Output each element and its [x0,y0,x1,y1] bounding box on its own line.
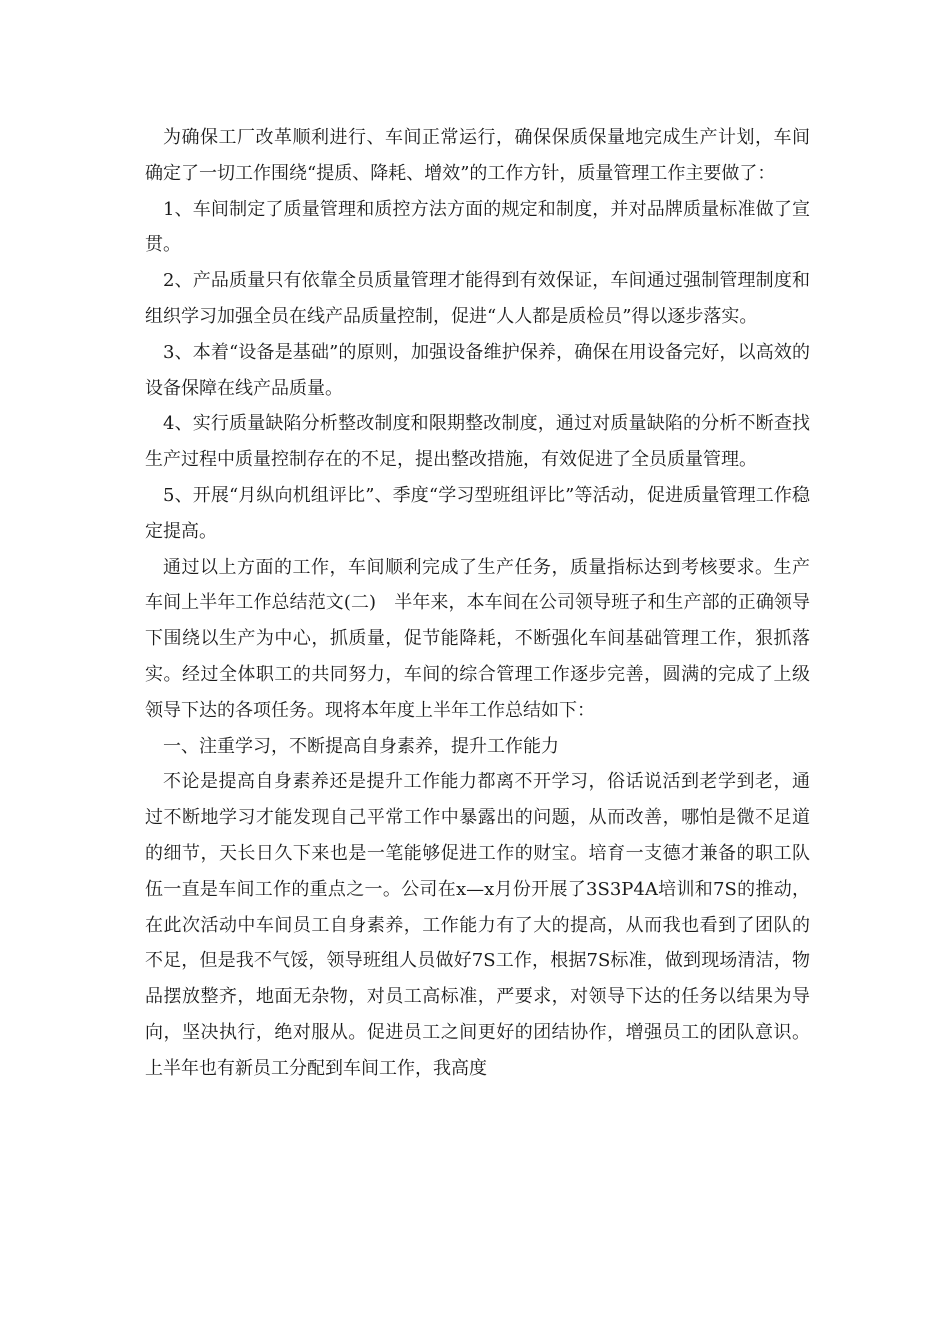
item-paragraph-4: 4、实行质量缺陷分析整改制度和限期整改制度，通过对质量缺陷的分析不断查找生产过程中质量控制存在的不足，提出整改措施，有效促进了全员质量管理。 [145,413,810,471]
item-paragraph-5: 5、开展“月纵向机组评比”、季度“学习型班组评比”等活动，促进质量管理工作稳定提高。 [145,484,810,542]
item-paragraph-3: 3、本着“设备是基础”的原则，加强设备维护保养，确保在用设备完好，以高效的设备保障在线产品质量。 [145,341,810,399]
section-heading: 一、注重学习，不断提高自身素养，提升工作能力 [163,735,559,757]
document-page [145,120,810,1087]
item-paragraph-2: 2、产品质量只有依靠全员质量管理才能得到有效保证，车间通过强制管理制度和组织学习加强全员在线产品质量控制，促进“人人都是质检员”得以逐步落实。 [145,270,810,327]
body-paragraph: 不论是提高自身素养还是提升工作能力都离不开学习，俗话说活到老学到老，通过不断地学习才能发现自己平常工作中暴露出的问题，从而改善，哪怕是微不足道的细节，天长日久下来也是一笔能够促进工作的财宝。培育一支德才兼备的职工队伍一直是车间工作的重点之一。公司在x—x月份开展了3S3P4A培训和7S的推动，在此次活动中车间员工自身素养，工作能力有了大的提高，从而我也看到了团队的不足，但是我不气馁，领导班组人员做好7S工作，根据7S标准，做到现场清洁，物品摆放整齐，地面无杂物，对员工高标准，严要求，对领导下达的任务以结果为导向，坚决执行，绝对服从。促进员工之间更好的团结协作，增强员工的团队意识。上半年也有新员工分配到车间工作，我高度 [145,771,810,1079]
intro-paragraph: 为确保工厂改革顺利进行、车间正常运行，确保保质保量地完成生产计划，车间确定了一切工作围绕“提质、降耗、增效”的工作方针，质量管理工作主要做了： [145,127,810,184]
item-paragraph-1: 1、车间制定了质量管理和质控方法方面的规定和制度，并对品牌质量标准做了宣贯。 [145,198,810,256]
summary-paragraph: 通过以上方面的工作，车间顺利完成了生产任务，质量指标达到考核要求。生产车间上半年工作总结范文(二) 半年来，本车间在公司领导班子和生产部的正确领导下围绕以生产为中心，抓质量，促节能降耗，不断强化车间基础管理工作，狠抓落实。经过全体职工的共同努力，车间的综合管理工作逐步完善，圆满的完成了上级领导下达的各项任务。现将本年度上半年工作总结如下： [145,556,810,721]
